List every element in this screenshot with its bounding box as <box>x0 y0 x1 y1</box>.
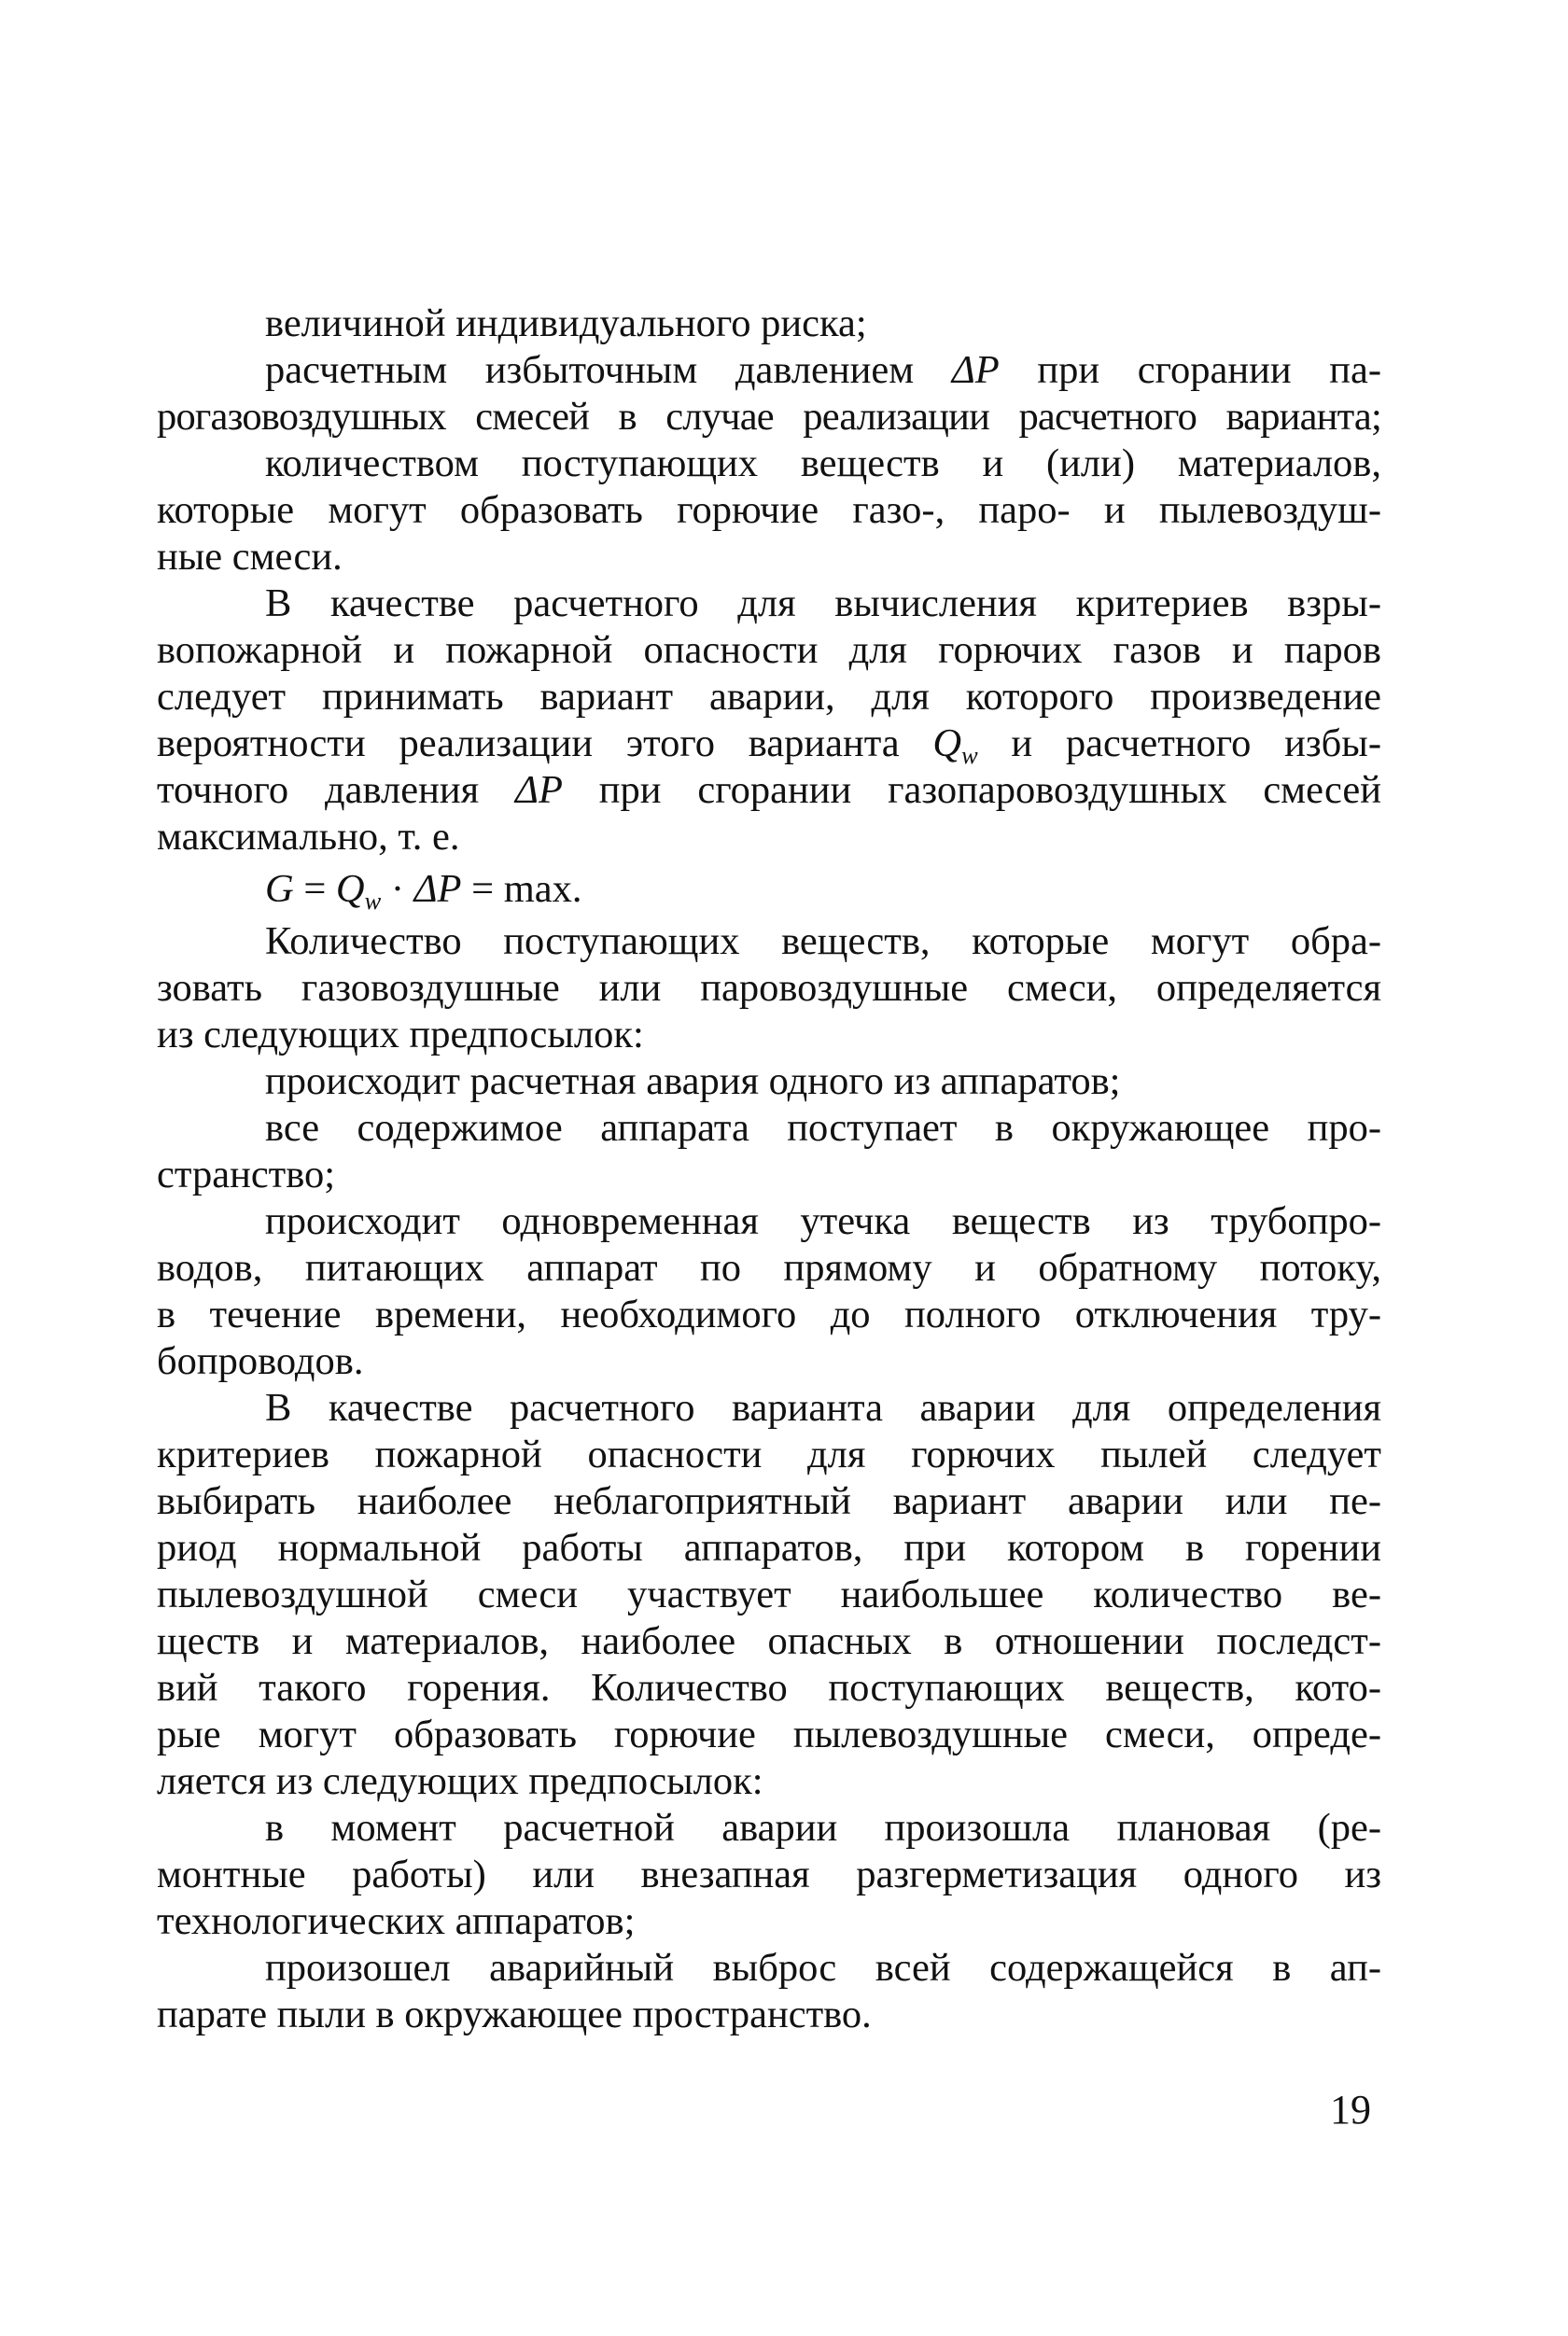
text-line: произошел аварийный выброс всей содержащейся в ап- <box>265 1946 1381 1990</box>
text-line: из следующих предпосылок: <box>157 1013 644 1056</box>
text-line: происходит одновременная утечка веществ из трубопро- <box>265 1199 1381 1243</box>
text-line: странство; <box>157 1153 336 1196</box>
text-line: величиной индивидуального риска; <box>265 301 867 345</box>
q-symbol: Q <box>932 721 962 765</box>
text-line: В качестве расчетного для вычисления критериев взры- <box>265 581 1381 625</box>
text-line: зовать газовоздушные или паровоздушные смеси, определяется <box>157 966 1381 1010</box>
text-line: количеством поступающих веществ и (или) материалов, <box>265 441 1381 485</box>
text-line: вий такого горения. Количество поступающих веществ, кото- <box>157 1666 1381 1710</box>
text-line: вероятности реализации этого варианта $Q_w$ и расчетного избы- <box>157 721 1381 769</box>
text-line: следует принимать вариант аварии, для которого произведение <box>157 675 1381 719</box>
body-text <box>157 301 1381 2038</box>
g-symbol: G <box>265 867 294 911</box>
text-line: вопожарной и пожарной опасности для горючих газов и паров <box>157 628 1381 672</box>
page-number: 19 <box>1330 2087 1371 2133</box>
text-line: рые могут образовать горючие пылевоздушные смеси, опреде- <box>157 1713 1381 1756</box>
text-line: в течение времени, необходимого до полного отключения тру- <box>157 1293 1381 1336</box>
delta-p-symbol: ΔP <box>515 768 563 812</box>
text-line: парате пыли в окружающее пространство. <box>157 1993 872 2036</box>
q-symbol: Q <box>335 867 365 911</box>
text-line: В качестве расчетного варианта аварии для определения <box>265 1386 1381 1430</box>
text-line: расчетным избыточным давлением ΔP при сгорании па- <box>265 348 1381 392</box>
text-line: Количество поступающих веществ, которые могут обра- <box>265 919 1381 963</box>
text-line: выбирать наиболее неблагоприятный вариант аварии или пе- <box>157 1479 1381 1523</box>
text-line: критериев пожарной опасности для горючих пылей следует <box>157 1433 1381 1476</box>
text-line: рогазовоздушных смесей в случае реализации расчетного варианта; <box>157 395 1381 439</box>
w-subscript: w <box>364 887 382 915</box>
text-line: точного давления ΔP при сгорании газопаровоздушных смесей <box>157 768 1381 812</box>
delta-p-symbol: ΔP <box>413 867 462 911</box>
text-line: происходит расчетная авария одного из аппаратов; <box>265 1059 1121 1103</box>
text-line: пылевоздушной смеси участвует наибольшее количество ве- <box>157 1573 1381 1616</box>
text-line: технологических аппаратов; <box>157 1899 636 1943</box>
text-line: монтные работы) или внезапная разгерметизация одного из <box>157 1853 1381 1896</box>
text-line: риод нормальной работы аппаратов, при котором в горении <box>157 1526 1381 1570</box>
formula: $G = Q_w \cdot \Delta P = \max$. <box>265 867 582 915</box>
text-line: ляется из следующих предпосылок: <box>157 1759 763 1803</box>
w-subscript: w <box>961 741 978 769</box>
text-line: все содержимое аппарата поступает в окружающее про- <box>265 1106 1381 1150</box>
text-line: бопроводов. <box>157 1339 364 1383</box>
text-line: максимально, т. е. <box>157 815 460 859</box>
text-line: которые могут образовать горючие газо-, паро- и пылевоздуш- <box>157 488 1381 532</box>
text-line: ные смеси. <box>157 535 343 579</box>
text-line: ществ и материалов, наиболее опасных в отношении последст- <box>157 1619 1381 1663</box>
text-line: в момент расчетной аварии произошла плановая (ре- <box>265 1806 1381 1850</box>
delta-p-symbol: ΔP <box>951 348 1000 392</box>
text-line: водов, питающих аппарат по прямому и обратному потоку, <box>157 1246 1381 1290</box>
